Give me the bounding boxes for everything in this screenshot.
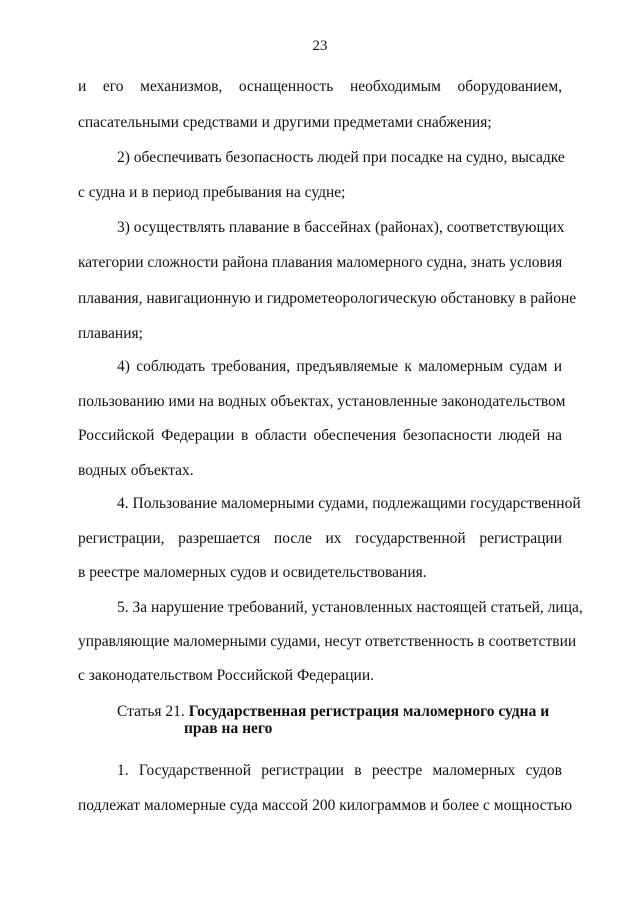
page-number: 23	[312, 38, 328, 54]
text-line: регистрации, разрешается после их государственной регистрации	[78, 530, 562, 547]
text-line: категории сложности района плавания маломерного судна, знать условия	[78, 254, 563, 271]
text-line: плавания;	[78, 325, 143, 342]
text-line: Российской Федерации в области обеспечения безопасности людей на	[78, 427, 562, 444]
article-heading	[117, 703, 549, 721]
text-line: 4) соблюдать требования, предъявляемые к маломерным судам и	[117, 358, 562, 375]
text-line: 2) обеспечивать безопасность людей при посадке на судно, высадке	[117, 149, 565, 166]
article-title: Государственная регистрация маломерного судна и	[188, 703, 550, 720]
text-line: с судна и в период пребывания на судне;	[78, 184, 346, 201]
text-line: и его механизмов, оснащенность необходимым оборудованием,	[78, 78, 562, 95]
article-label: Статья 21.	[117, 703, 185, 720]
text-line: с законодательством Российской Федерации.	[78, 667, 375, 684]
text-line: водных объектах.	[78, 462, 194, 479]
text-line: подлежат маломерные суда массой 200 килограммов и более с мощностью	[78, 797, 573, 814]
text-line: спасательными средствами и другими предметами снабжения;	[78, 114, 492, 131]
text-line: пользованию ими на водных объектах, установленные законодательством	[78, 393, 566, 410]
text-line: плавания, навигационную и гидрометеорологическую обстановку в районе	[78, 290, 577, 307]
text-line: 4. Пользование маломерными судами, подлежащими государственной	[117, 495, 581, 512]
text-line: 5. За нарушение требований, установленных настоящей статьей, лица,	[117, 599, 583, 616]
text-line: 1. Государственной регистрации в реестре маломерных судов	[117, 762, 562, 779]
text-line: 3) осуществлять плавание в бассейнах (районах), соответствующих	[117, 219, 565, 236]
article-title-continuation: прав на него	[184, 720, 273, 737]
text-line: в реестре маломерных судов и освидетельствования.	[78, 564, 427, 581]
text-line: управляющие маломерными судами, несут ответственность в соответствии	[78, 633, 577, 650]
